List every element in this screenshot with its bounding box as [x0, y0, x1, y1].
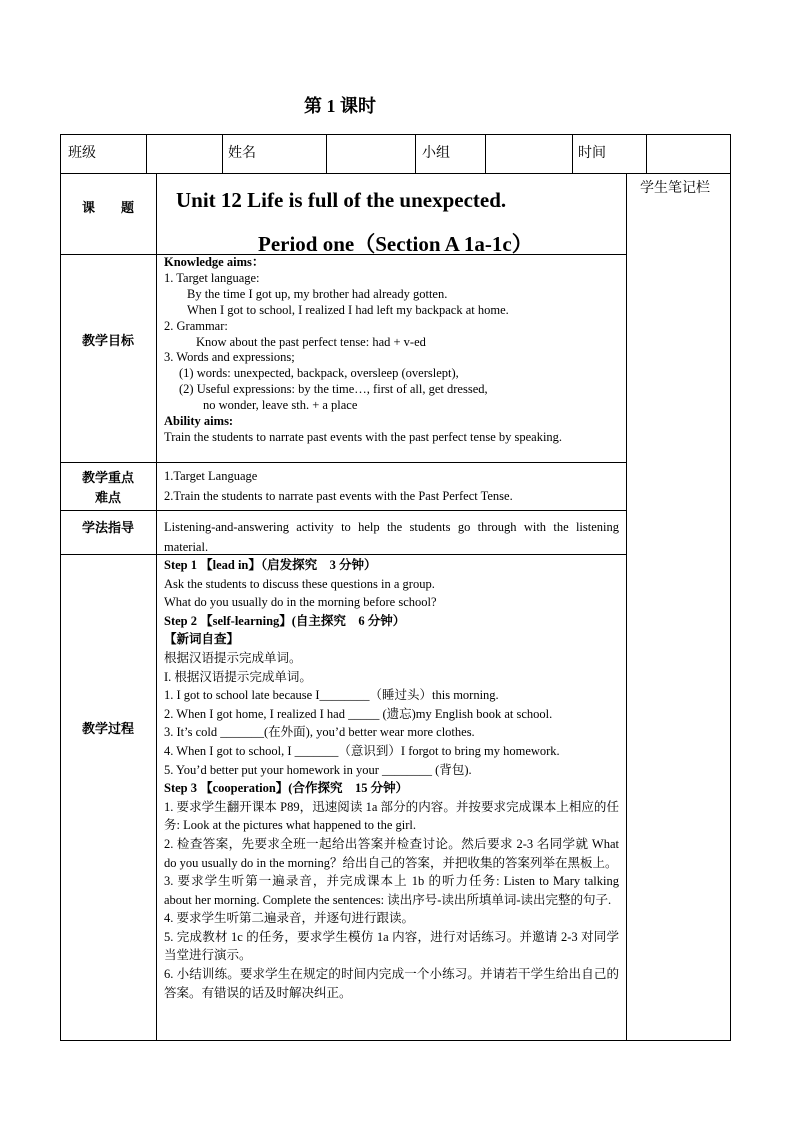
step-heading: Step 2 【self-learning】(自主探究 6 分钟） [164, 613, 406, 628]
objectives-label: 教学目标 [81, 333, 134, 348]
process-label: 教学过程 [81, 721, 134, 736]
process-content [164, 556, 619, 1002]
objective-line: Train the students to narrate past events with the past perfect tense by speaking. [164, 429, 563, 444]
row-divider [60, 173, 731, 174]
objective-line: 2. Grammar: [164, 318, 228, 333]
step-heading: Step 3 【cooperation】(合作探究 15 分钟） [164, 781, 409, 796]
group-label: 小组 [422, 146, 450, 161]
process-line: 2. 检查答案，先要求全班一起给出答案并检查讨论。然后要求 2-3 名同学就 What do you usually do in the morning？给出自己的答案，并把收集的答案列举在黑板上。 [164, 836, 619, 870]
process-line: I. 根据汉语提示完成单词。 [164, 669, 312, 684]
col-divider [626, 173, 627, 1041]
key-point-line: 1.Target Language [164, 469, 258, 483]
objective-line: (2) Useful expressions: by the time…, first of all, get dressed, [179, 382, 488, 397]
page-title: 第 1 课时 [304, 96, 376, 116]
study-guide-text: Listening-and-answering activity to help the students go through with the listening material. [164, 520, 619, 554]
key-point-line: 2.Train the students to narrate past events with the Past Perfect Tense. [164, 489, 513, 503]
objective-line: Know about the past perfect tense: had + v-ed [196, 334, 426, 349]
study-guide-label: 学法指导 [81, 520, 134, 535]
col-divider [485, 134, 486, 173]
ability-aims-heading: Ability aims: [164, 414, 234, 429]
col-divider [156, 173, 157, 1041]
time-label: 时间 [578, 146, 606, 161]
student-notes-label: 学生笔记栏 [640, 181, 710, 196]
objective-line: no wonder, leave sth. + a place [203, 398, 358, 413]
objective-line: By the time I got up, my brother had already gotten. [187, 286, 448, 301]
exercise-item: 3. It’s cold _______(在外面), you’d better wear more clothes. [164, 725, 475, 740]
col-divider [326, 134, 327, 173]
exercise-item: 1. I got to school late because I________（睡过头）this morning. [164, 688, 499, 703]
col-divider [572, 134, 573, 173]
col-divider [222, 134, 223, 173]
process-line: 【新词自查】 [164, 632, 240, 647]
col-divider [646, 134, 647, 173]
name-label: 姓名 [228, 146, 256, 161]
objective-line: 1. Target language: [164, 270, 260, 285]
knowledge-aims-heading: Knowledge aims： [164, 255, 265, 269]
difficulty-label: 难点 [94, 490, 121, 505]
study-guide-content [164, 517, 619, 557]
process-line: 4. 要求学生听第二遍录音，并逐句进行跟读。 [164, 911, 415, 926]
exercise-item: 2. When I got home, I realized I had _____ (遗忘)my English book at school. [164, 706, 553, 721]
col-divider [146, 134, 147, 173]
topic-label: 课 题 [81, 200, 134, 215]
process-line: 3. 要求学生听第一遍录音，并完成课本上 1b 的听力任务: Listen to Mary talking about her morning. Complete the sentences: 读出序号-读出所填单词-读出完整的句子. [164, 874, 619, 907]
process-line: What do you usually do in the morning before school? [164, 595, 437, 610]
objective-line: 3. Words and expressions; [164, 350, 295, 365]
exercise-item: 5. You’d better put your homework in your ________ (背包). [164, 762, 472, 777]
period-title: Period one（Section A 1a-1c） [258, 232, 533, 256]
unit-title: Unit 12 Life is full of the unexpected. [176, 188, 507, 212]
objectives-content [164, 255, 619, 446]
key-points-content [164, 466, 619, 506]
objective-line: (1) words: unexpected, backpack, oversleep (overslept), [179, 366, 459, 381]
process-line: 6. 小结训练。要求学生在规定的时间内完成一个小练习。并请若干学生给出自己的答案。有错误的话及时解决纠正。 [164, 967, 619, 1000]
process-line: Ask the students to discuss these questions in a group. [164, 576, 435, 591]
class-label: 班级 [68, 146, 96, 161]
process-line: 1. 要求学生翻开课本 P89，迅速阅读 1a 部分的内容。并按要求完成课本上相应的任务: Look at the pictures what happened to the girl. [164, 799, 619, 833]
objective-line: When I got to school, I realized I had left my backpack at home. [187, 302, 509, 317]
process-line: 根据汉语提示完成单词。 [164, 650, 302, 665]
key-points-label: 教学重点 [81, 470, 134, 485]
row-divider [60, 462, 626, 463]
col-divider [415, 134, 416, 173]
exercise-item: 4. When I got to school, I _______（意识到）I forgot to bring my homework. [164, 743, 560, 758]
process-line: 5. 完成教材 1c 的任务，要求学生模仿 1a 内容，进行对话练习。并邀请 2-3 对同学当堂进行演示。 [164, 929, 619, 963]
step-heading: Step 1 【lead in】（启发探究 3 分钟） [164, 558, 377, 572]
row-divider [60, 510, 626, 511]
